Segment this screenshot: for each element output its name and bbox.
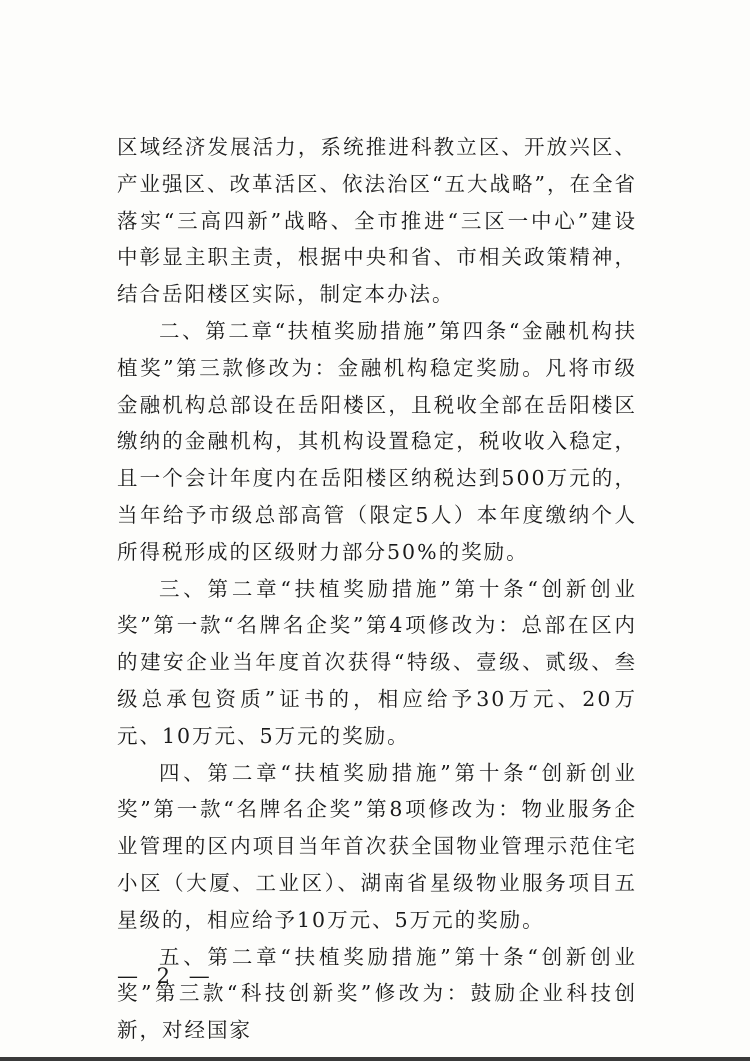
paragraph-2: 二、第二章“扶植奖励措施”第四条“金融机构扶植奖”第三款修改为：金融机构稳定奖励。凡将市级金融机构总部设在岳阳楼区，且税收全部在岳阳楼区缴纳的金融机构，其机构设置稳定，税收收入稳定，且一个会计年度内在岳阳楼区纳税达到500万元的，当年给予市级总部高管（限定5人）本年度缴纳个人所得税形成的区级财力部分50%的奖励。 [117, 318, 637, 564]
paragraph-5: 五、第二章“扶植奖励措施”第十条“创新创业奖”第三款“科技创新奖”修改为：鼓励企业科技创新，对经国家 [117, 944, 637, 1043]
document-body [117, 129, 637, 1049]
page-number: — 2 — [117, 964, 216, 988]
scan-bottom-edge [0, 1057, 750, 1061]
paragraph-4: 四、第二章“扶植奖励措施”第十条“创新创业奖”第一款“名牌名企奖”第8项修改为：物业服务企业管理的区内项目当年首次获全国物业管理示范住宅小区（大厦、工业区）、湖南省星级物业服务项目五星级的，相应给予10万元、5万元的奖励。 [117, 760, 637, 932]
paragraph-1: 区域经济发展活力，系统推进科教立区、开放兴区、产业强区、改革活区、依法治区“五大战略”，在全省落实“三高四新”战略、全市推进“三区一中心”建设中彰显主职主责，根据中央和省、市相关政策精神，结合岳阳楼区实际，制定本办法。 [117, 135, 637, 307]
paragraph-3: 三、第二章“扶植奖励措施”第十条“创新创业奖”第一款“名牌名企奖”第4项修改为：总部在区内的建安企业当年度首次获得“特级、壹级、贰级、叁级总承包资质”证书的，相应给予30万元、20万元、10万元、5万元的奖励。 [117, 576, 637, 748]
